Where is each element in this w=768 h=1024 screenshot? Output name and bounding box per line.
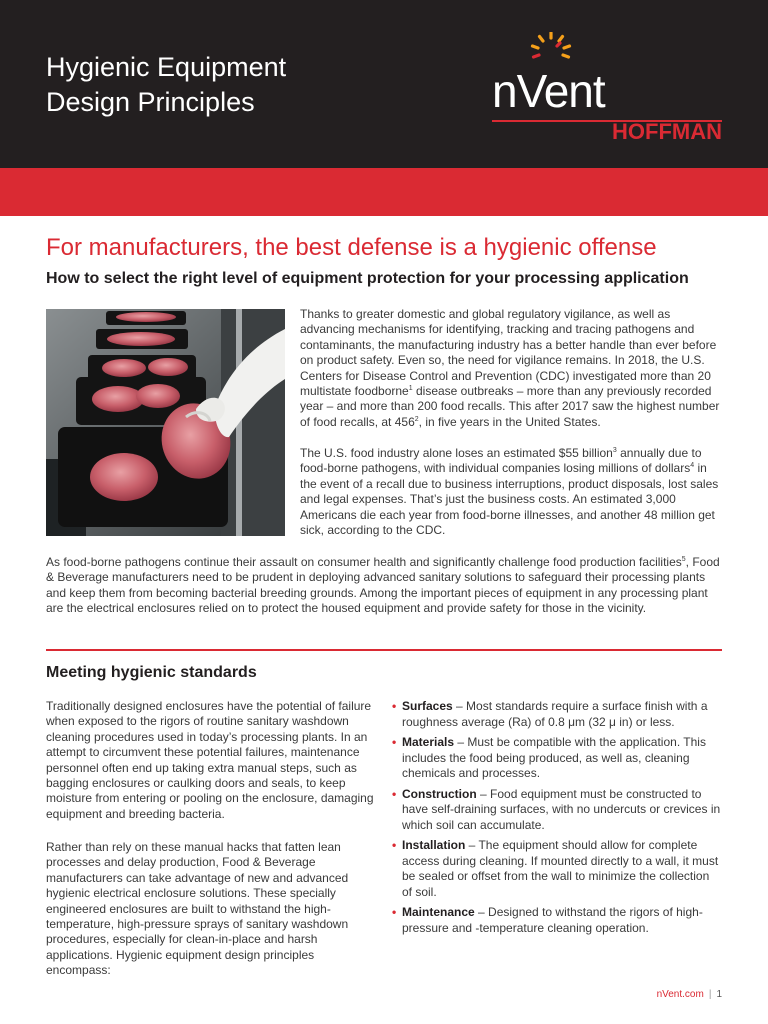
food-packaging-photo (46, 309, 285, 536)
red-accent-band (0, 168, 768, 216)
list-item: • Maintenance – Designed to withstand the rigors of high-pressure and -temperature cleaning operation. (392, 905, 722, 936)
logo-brand-hoffman: HOFFMAN (612, 119, 722, 144)
nvent-hoffman-logo (492, 32, 732, 147)
title-line-2: Design Principles (46, 87, 255, 117)
intro-paragraph-2: The U.S. food industry alone loses an estimated $55 billion$^3$ annually due to food-borne pathogens, with individual companies losing millions of dollars$^4$ in the event of a recall due to business interruptions, product disposals, lost sales and legal expenses. That’s just the business costs. An estimated 3,000 Americans die each year from food-borne illnesses, and another 48 million get sick, according to the CDC. (300, 446, 719, 538)
intro-paragraph-3: As food-borne pathogens continue their assault on consumer health and significantly challenge food production facilities$^5$, Food & Beverage manufacturers need to be prudent in deploying advanced sanitary solutions to safeguard their processing plants and keep them from becoming bacterial breeding grounds. Among the important pieces of equipment in any processing plant are the electrical enclosures relied on to protect the housed equipment and provide safety for those in the vicinity. (46, 555, 720, 616)
section-title: Meeting hygienic standards (46, 664, 257, 681)
list-item: • Surfaces – Most standards require a surface finish with a roughness average (Ra) of 0.8 μm (32 μ in) or less. (392, 699, 722, 730)
title-line-1: Hygienic Equipment (46, 52, 287, 82)
section-paragraph-1: Traditionally designed enclosures have the potential of failure when exposed to the rigors of routine sanitary washdown cleaning procedures used in today’s processing plants. In an attempt to circumvent these potential failures, maintenance personnel often end up taking extra manual steps, such as bagging enclosures or caulking doors and seals, to keep moisture from entering or pooling on the enclosure, damaging equipment and breeding bacteria. (46, 699, 374, 821)
list-item: • Installation – The equipment should allow for complete access during cleaning. If mounted directly to a wall, it must be sealed or offset from the wall to minimize the collection of soil. (392, 838, 722, 900)
logo-wordmark: nVent (492, 65, 605, 117)
header-band (0, 0, 768, 168)
page-footer (657, 989, 722, 1000)
footer-site-link[interactable]: nVent.com (656, 989, 704, 1000)
design-principles-list (392, 699, 722, 941)
section-paragraph-2: Rather than rely on these manual hacks that fatten lean processes and delay production, Food & Beverage manufacturers can take advantage of new and advanced hygienic electrical enclosure solutions. These specially engineered enclosures are built to withstand the high-temperature, high-pressure sprays of sanitary washdown procedures, especially for clean-in-place and harsh applications. Hygienic equipment design principles encompass: (46, 840, 349, 978)
footer-separator: | (708, 989, 712, 1000)
list-item: • Construction – Food equipment must be constructed to have self-draining surfaces, with no undercuts or crevices in which soil can accumulate. (392, 787, 722, 834)
page-number: 1 (716, 989, 722, 1000)
intro-paragraph-1: Thanks to greater domestic and global regulatory vigilance, as well as advancing mechanisms for identifying, tracking and tracing pathogens and contaminants, the manufacturing industry has a better handle than ever before on product safety. Even so, the need for vigilance remains. In 2018, the U.S. Centers for Disease Control and Prevention (CDC) investigated more than 20 multistate foodborne$^1$ disease outbreaks – more than any previously recorded year – and more than 200 food recalls. This after 2017 saw the highest number of food recalls, at $456^2$, in five years in the United States. (300, 307, 720, 429)
list-item: • Materials – Must be compatible with the application. This includes the food being produced, as well as, cleaning chemicals and processes. (392, 735, 722, 782)
headline: For manufacturers, the best defense is a hygienic offense (46, 234, 657, 261)
ground-meat-patties-image (46, 309, 285, 536)
subheadline: How to select the right level of equipment protection for your processing application (46, 270, 689, 287)
document-title (46, 50, 286, 120)
section-divider (46, 649, 722, 651)
